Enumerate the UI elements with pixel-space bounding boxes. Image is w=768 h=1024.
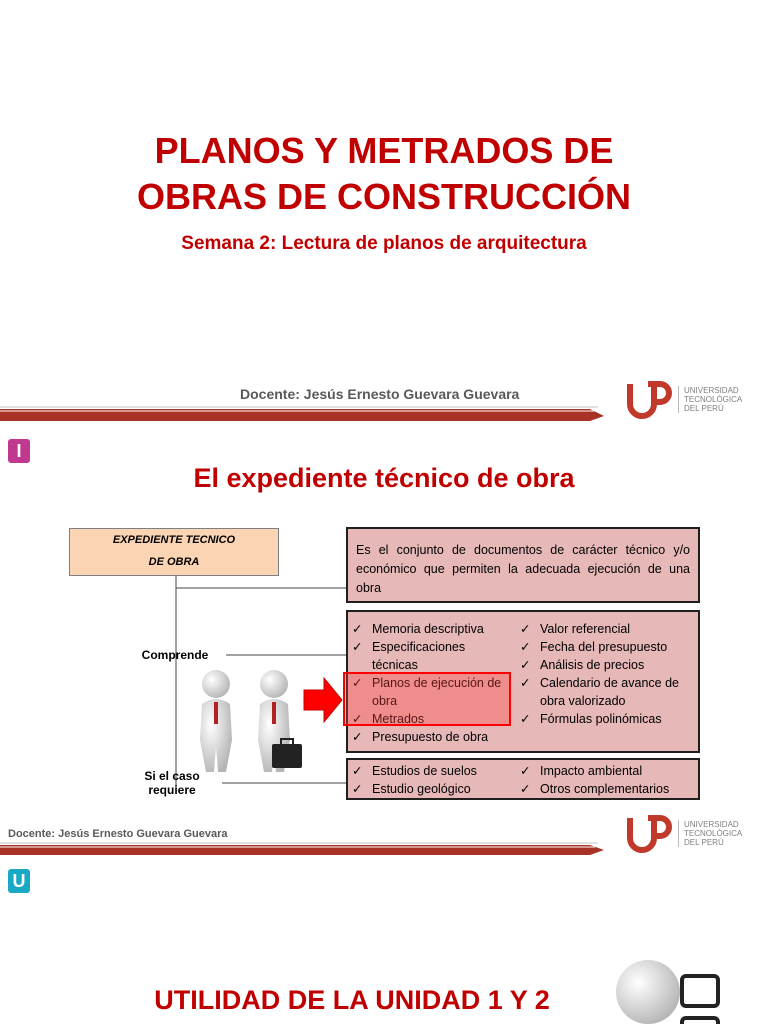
utp-logo-text	[678, 820, 742, 847]
slide3-badge: U	[8, 869, 30, 893]
slide2-docente: Docente: Jesús Ernesto Guevara Guevara	[8, 828, 228, 840]
extras-list-right	[516, 762, 696, 798]
utp-logo-mark	[626, 814, 674, 856]
slide3-title: UTILIDAD DE LA UNIDAD 1 Y 2	[154, 985, 550, 1015]
si-line2: requiere	[148, 783, 196, 797]
slide1-docente: Docente: Jesús Ernesto Guevara Guevara	[240, 386, 520, 402]
slide2-title: El expediente técnico de obra	[193, 463, 575, 493]
list-item: ✓ Análisis de precios	[520, 658, 645, 672]
list-item: ✓ Estudio geológico	[352, 782, 471, 796]
extras-box	[346, 758, 700, 800]
list-item: ✓ Memoria descriptiva	[352, 622, 484, 636]
list-item: ✓ Metrados	[352, 712, 425, 726]
utp-logo	[626, 380, 674, 427]
slide1-title-line2: OBRAS DE CONSTRUCCIÓN	[136, 176, 631, 217]
definition-box: Es el conjunto de documentos de carácter técnico y/o económico que permiten la adecuada ejecución de una obra	[346, 527, 700, 603]
logo-line1: UNIVERSIDAD	[684, 820, 739, 829]
logo-line2: TECNOLÓGICA	[684, 829, 743, 838]
list-item: ✓ Especificaciones técnicas	[352, 640, 466, 672]
slide1-title	[0, 128, 768, 220]
list-item: ✓ Otros complementarios	[520, 782, 670, 796]
business-figures-illustration	[192, 664, 312, 776]
logo-line3: DEL PERÚ	[684, 838, 724, 847]
list-item: ✓ Impacto ambiental	[520, 764, 643, 778]
expediente-line2: DE OBRA	[148, 556, 200, 568]
list-item: ✓ Fecha del presupuesto	[520, 640, 668, 654]
list-item: ✓ Presupuesto de obra	[352, 730, 489, 744]
si-line1: Si el caso	[144, 769, 200, 783]
logo-line2: TECNOLÓGICA	[684, 395, 743, 404]
utp-logo-text	[678, 386, 742, 413]
extras-list-left	[348, 762, 513, 798]
list-item: ✓ Valor referencial	[520, 622, 631, 636]
slide2-badge: I	[8, 439, 30, 463]
slide1-subtitle: Semana 2: Lectura de planos de arquitectura	[181, 233, 587, 254]
list-item: ✓ Fórmulas polinómicas	[520, 712, 662, 726]
logo-line3: DEL PERÚ	[684, 404, 724, 413]
components-list-right	[516, 620, 696, 728]
highlight-box	[343, 672, 511, 726]
red-arrow-icon	[302, 676, 344, 724]
list-item: ✓ Planos de ejecución de obra	[352, 676, 502, 708]
logo-line1: UNIVERSIDAD	[684, 386, 739, 395]
slide2-footer-bar	[0, 842, 610, 856]
comprende-label: Comprende	[141, 648, 209, 662]
expediente-line1: EXPEDIENTE TECNICO	[112, 534, 236, 546]
slide1-footer-bar	[0, 404, 610, 422]
slide1-title-line1: PLANOS Y METRADOS DE	[154, 130, 614, 171]
list-item: ✓ Estudios de suelos	[352, 764, 477, 778]
list-item: ✓ Calendario de avance de obra valorizado	[520, 676, 679, 708]
utp-logo-mark	[626, 380, 674, 422]
utp-logo	[626, 814, 674, 861]
figure-checklist-illustration	[612, 956, 768, 1024]
